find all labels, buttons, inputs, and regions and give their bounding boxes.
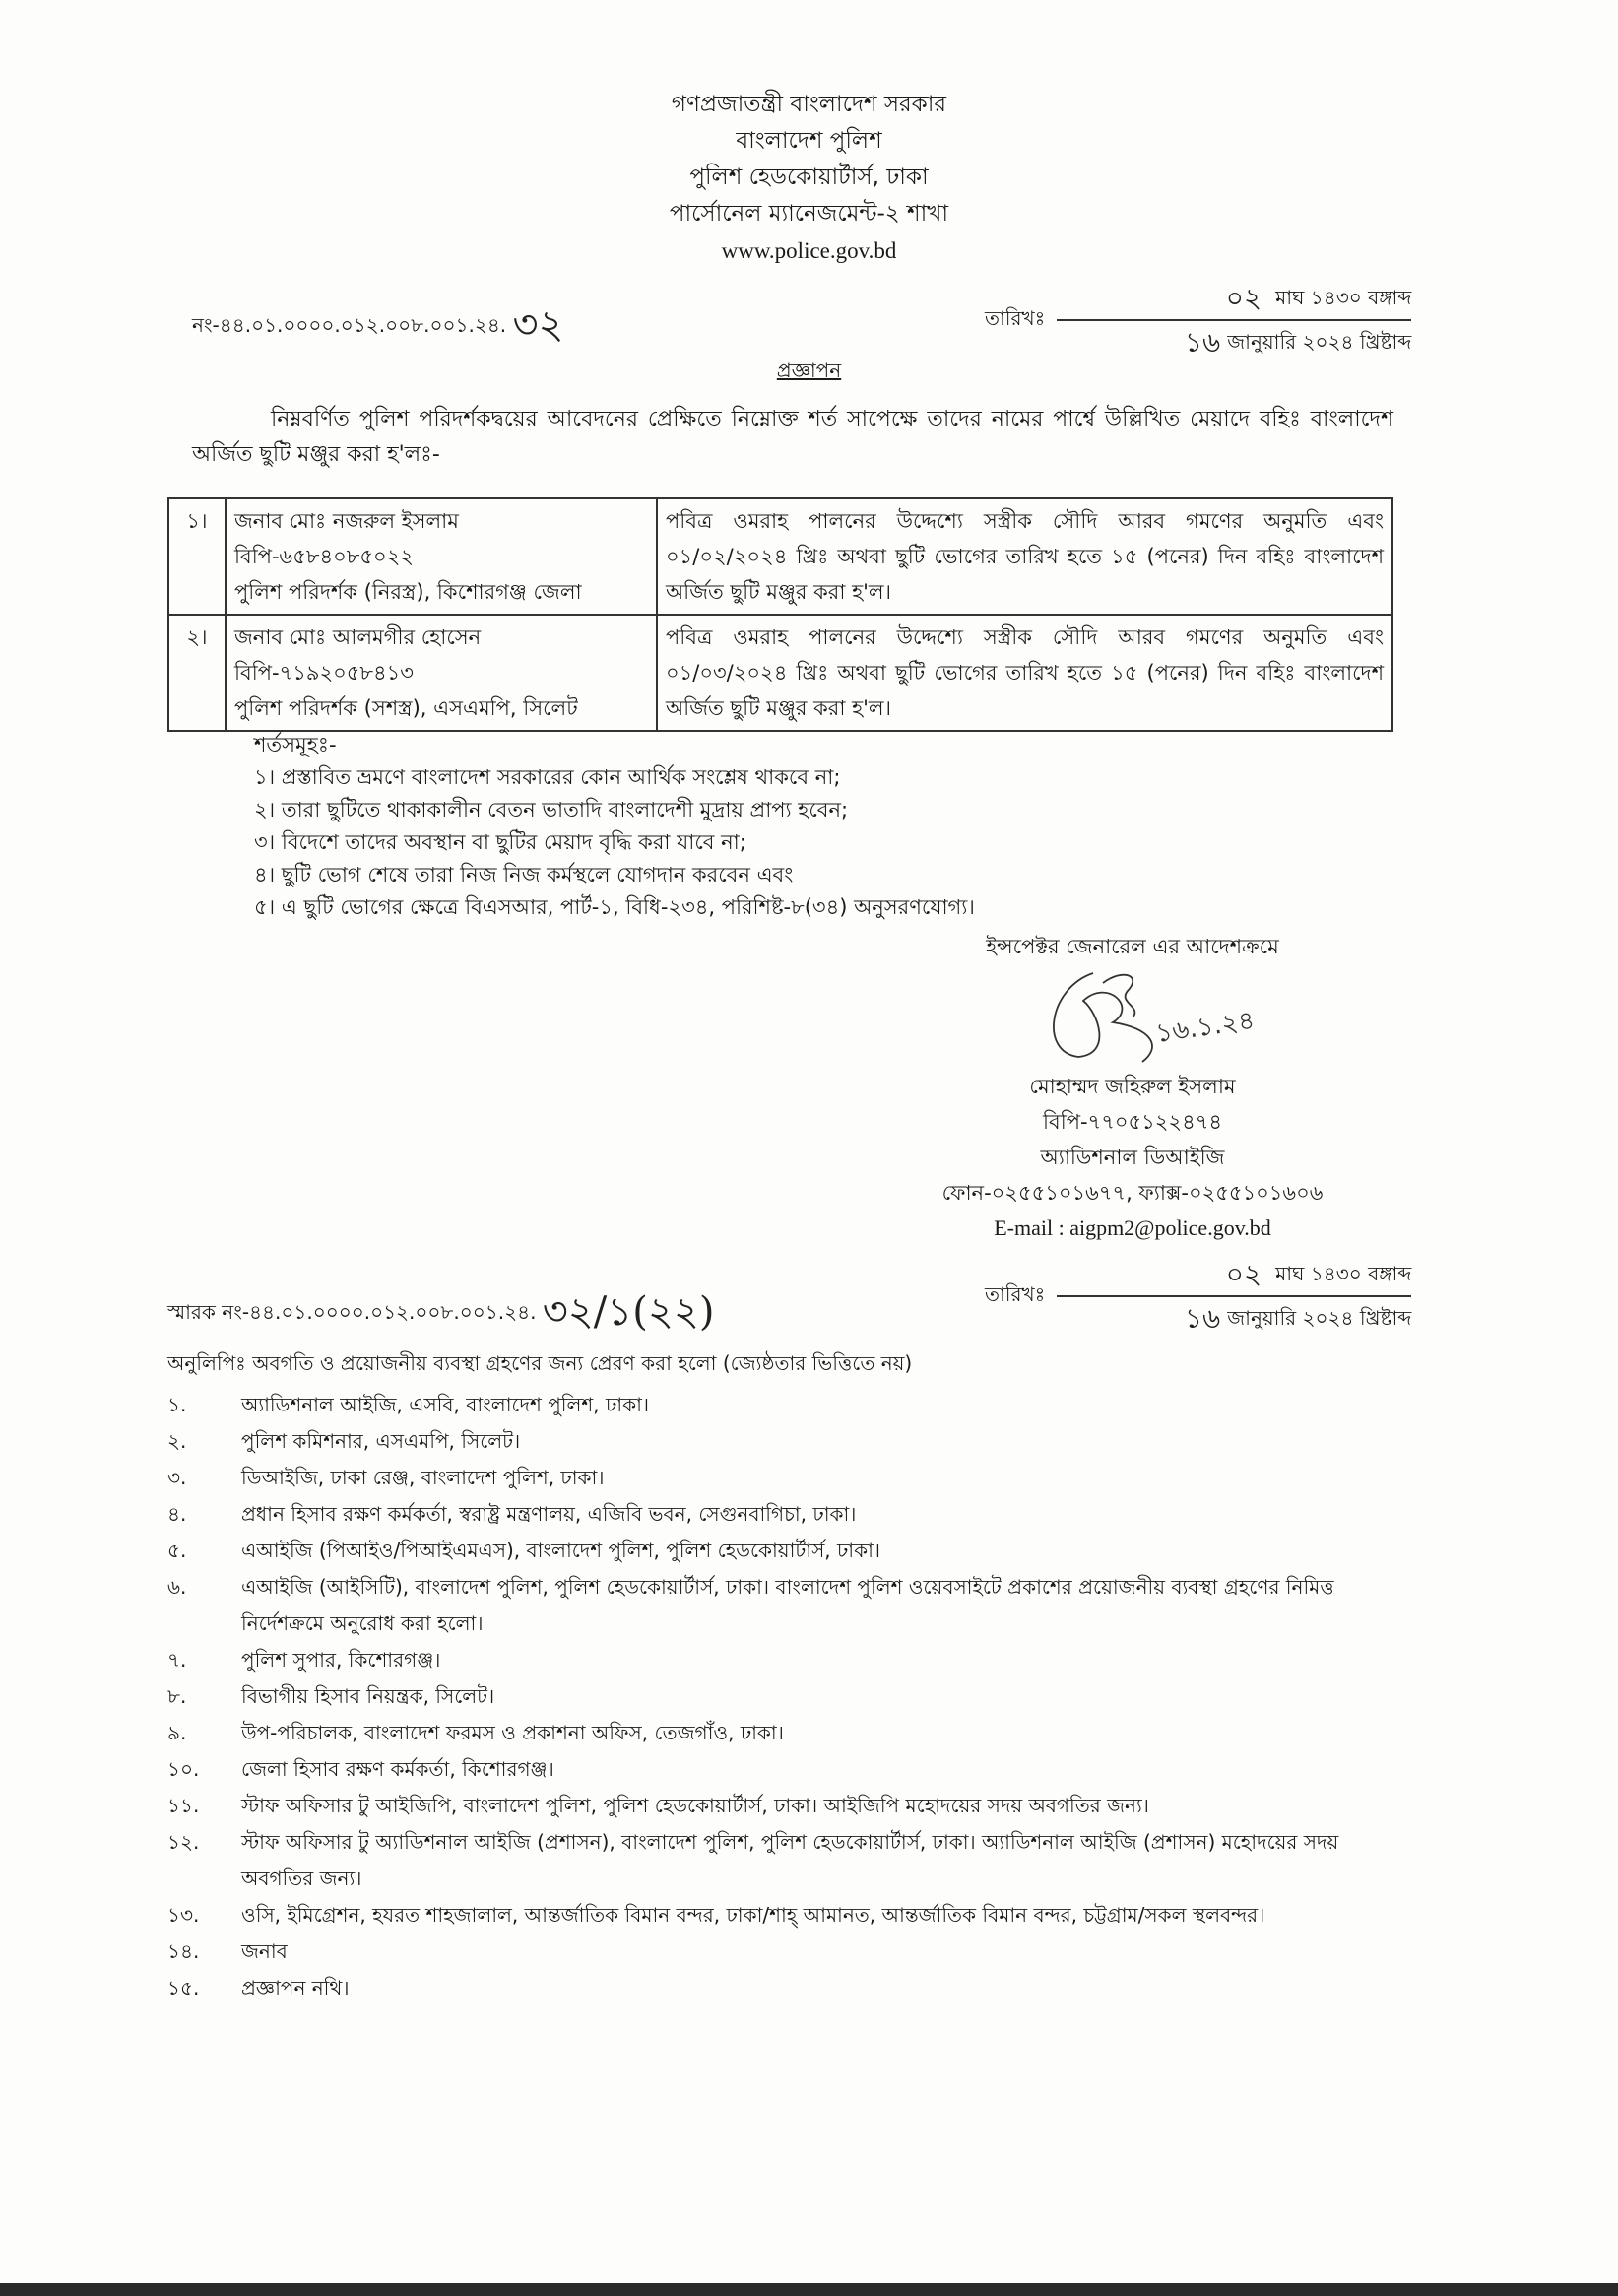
copy-number: ১২. bbox=[167, 1830, 200, 1854]
date-gregorian: জানুয়ারি ২০২৪ খ্রিষ্টাব্দ bbox=[1227, 330, 1412, 354]
copy-text: প্রধান হিসাব রক্ষণ কর্মকর্তা, স্বরাষ্ট্র মন্ত্রণালয়, এজিবি ভবন, সেগুনবাগিচা, ঢাকা। bbox=[241, 1502, 857, 1526]
order-line: ইন্সপেক্টর জেনারেল এর আদেশক্রমে bbox=[986, 935, 1279, 958]
date-day: ০২ bbox=[1225, 282, 1262, 314]
condition-item: ৫। এ ছুটি ভোগের ক্ষেত্রে বিএসআর, পার্ট-১, বিধি-২৩৪, পরিশিষ্ট-৮(৩৪) অনুসরণযোগ্য। bbox=[254, 895, 975, 919]
table-row bbox=[168, 615, 1392, 731]
officer-cell bbox=[226, 615, 657, 731]
letterhead-hq: পুলিশ হেডকোয়ার্টার্স, ঢাকা bbox=[689, 164, 929, 190]
date-divider bbox=[1057, 1295, 1411, 1297]
copies-list bbox=[167, 1387, 1408, 2006]
condition-item: ১। প্রস্তাবিত ভ্রমণে বাংলাদেশ সরকারের কোন আর্থিক সংশ্লেষ থাকবে না; bbox=[254, 765, 841, 789]
signatory-bp: বিপি-৭৭০৫১২২৪৭৪ bbox=[1043, 1110, 1222, 1134]
condition-item: ৩। বিদেশে তাদের অবস্থান বা ছুটির মেয়াদ বৃদ্ধি করা যাবে না; bbox=[254, 830, 746, 854]
copy-number: ৪. bbox=[167, 1502, 187, 1526]
copy-recipient bbox=[167, 1934, 1408, 1970]
condition-item: ৪। ছুটি ভোগ শেষে তারা নিজ নিজ কর্মস্থলে যোগদান করবেন এবং bbox=[254, 863, 794, 886]
row-serial: ১। bbox=[168, 498, 226, 615]
date-bangla: মাঘ ১৪৩০ বঙ্গাব্দ bbox=[1275, 1262, 1412, 1285]
officer-post: পুলিশ পরিদর্শক (নিরস্ত্র), কিশোরগঞ্জ জেলা bbox=[234, 580, 582, 604]
letterhead bbox=[0, 87, 1618, 269]
copy-recipient bbox=[167, 1715, 1408, 1751]
copy-number: ৬. bbox=[167, 1575, 187, 1599]
copy-text: ওসি, ইমিগ্রেশন, হযরত শাহজালাল, আন্তর্জাতিক বিমান বন্দর, ঢাকা/শাহ্ আমানত, আন্তর্জাতিক বিমান বন্দর, চট্টগ্রাম/সকল স্থলবন্দর। bbox=[241, 1903, 1265, 1927]
letterhead-branch: পার্সোনেল ম্যানেজমেন্ট-২ শাখা bbox=[669, 201, 949, 227]
copies-heading: অনুলিপিঃ অবগতি ও প্রয়োজনীয় ব্যবস্থা গ্রহণের জন্য প্রেরণ করা হলো (জ্যেষ্ঠতার ভিত্তিতে নয়) bbox=[167, 1351, 913, 1375]
leave-grant-table bbox=[167, 497, 1393, 732]
copy-text: পুলিশ কমিশনার, এসএমপি, সিলেট। bbox=[241, 1429, 521, 1453]
date-day: ০২ bbox=[1225, 1258, 1262, 1290]
intro-paragraph: নিম্নবর্ণিত পুলিশ পরিদর্শকদ্বয়ের আবেদনের প্রেক্ষিতে নিম্নোক্ত শর্ত সাপেক্ষে তাদের নামের পার্শ্বে উল্লিখিত মেয়াদে বহিঃ বাংলাদেশ অর্জিত ছুটি মঞ্জুর করা হ'লঃ- bbox=[192, 407, 1393, 467]
officer-bp: বিপি-৭১৯২০৫৮৪১৩ bbox=[234, 661, 414, 685]
copy-number: ১৩. bbox=[167, 1903, 200, 1927]
date-block-2 bbox=[985, 1257, 1411, 1336]
copy-text: জনাব bbox=[241, 1939, 288, 1963]
handwritten-ref: ৩২ bbox=[512, 302, 564, 348]
copy-text: বিভাগীয় হিসাব নিয়ন্ত্রক, সিলেট। bbox=[241, 1684, 495, 1708]
copy-text: ডিআইজি, ঢাকা রেঞ্জ, বাংলাদেশ পুলিশ, ঢাকা। bbox=[241, 1466, 605, 1489]
copy-recipient bbox=[167, 1387, 1408, 1423]
copy-recipient bbox=[167, 1642, 1408, 1678]
copy-number: ১১. bbox=[167, 1794, 200, 1817]
signatory-name: মোহাম্মদ জহিরুল ইসলাম bbox=[1029, 1075, 1236, 1098]
date-block bbox=[985, 281, 1411, 360]
copy-number: ৯. bbox=[167, 1721, 187, 1744]
handwritten-signature bbox=[1024, 963, 1339, 1066]
date-day-2: ১৬ bbox=[1184, 326, 1221, 359]
officer-bp: বিপি-৬৫৮৪০৮৫০২২ bbox=[234, 545, 414, 568]
date-label: তারিখঃ bbox=[985, 305, 1046, 330]
copy-recipient bbox=[167, 1678, 1408, 1715]
copy-number: ৭. bbox=[167, 1648, 187, 1672]
copy-recipient bbox=[167, 1460, 1408, 1496]
signatory-designation: অ্যাডিশনাল ডিআইজি bbox=[1040, 1146, 1225, 1169]
officer-post: পুলিশ পরিদর্শক (সশস্ত্র), এসএমপি, সিলেট bbox=[234, 696, 578, 720]
copy-number: ১৫. bbox=[167, 1976, 200, 2000]
document-title: প্রজ্ঞাপন bbox=[776, 359, 842, 382]
condition-item: ২। তারা ছুটিতে থাকাকালীন বেতন ভাতাদি বাংলাদেশী মুদ্রায় প্রাপ্য হবেন; bbox=[254, 798, 849, 821]
leave-detail: পবিত্র ওমরাহ পালনের উদ্দেশ্যে সস্ত্রীক সৌদি আরব গমণের অনুমতি এবং ০১/০৩/২০২৪ খ্রিঃ অথবা ছুটি ভোগের তারিখ হতে ১৫ (পনের) দিন বহিঃ বাংলাদেশ অর্জিত ছুটি মঞ্জুর করা হ'ল। bbox=[657, 615, 1392, 731]
copy-text: পুলিশ সুপার, কিশোরগঞ্জ। bbox=[241, 1648, 441, 1672]
copy-number: ১০. bbox=[167, 1757, 200, 1781]
officer-name: জনাব মোঃ নজরুল ইসলাম bbox=[234, 509, 459, 533]
officer-name: জনাব মোঃ আলমগীর হোসেন bbox=[234, 625, 482, 649]
copy-text: উপ-পরিচালক, বাংলাদেশ ফরমস ও প্রকাশনা অফিস, তেজগাঁও, ঢাকা। bbox=[241, 1721, 784, 1744]
date-bangla: মাঘ ১৪৩০ বঙ্গাব্দ bbox=[1275, 286, 1412, 309]
letterhead-police: বাংলাদেশ পুলিশ bbox=[736, 128, 882, 154]
copy-text: এআইজি (আইসিটি), বাংলাদেশ পুলিশ, পুলিশ হেডকোয়ার্টার্স, ঢাকা। বাংলাদেশ পুলিশ ওয়েবসাইটে প্রকাশের প্রয়োজনীয় ব্যবস্থা গ্রহণের নিমিত্ত নির্দেশক্রমে অনুরোধ করা হলো। bbox=[241, 1575, 1334, 1635]
handwritten-memo: ৩২/১(২২) bbox=[542, 1289, 715, 1335]
leave-detail: পবিত্র ওমরাহ পালনের উদ্দেশ্যে সস্ত্রীক সৌদি আরব গমণের অনুমতি এবং ০১/০২/২০২৪ খ্রিঃ অথবা ছুটি ভোগের তারিখ হতে ১৫ (পনের) দিন বহিঃ বাংলাদেশ অর্জিত ছুটি মঞ্জুর করা হ'ল। bbox=[657, 498, 1392, 615]
date-label: তারিখঃ bbox=[985, 1281, 1046, 1306]
copy-recipient bbox=[167, 1824, 1408, 1897]
signatory-phone-fax: ফোন-০২৫৫১০১৬৭৭, ফ্যাক্স-০২৫৫১০১৬০৬ bbox=[941, 1181, 1324, 1205]
date-day-2: ১৬ bbox=[1184, 1302, 1221, 1335]
date-divider bbox=[1057, 319, 1411, 321]
scan-edge bbox=[0, 2283, 1618, 2296]
copy-text: স্টাফ অফিসার টু অ্যাডিশনাল আইজি (প্রশাসন), বাংলাদেশ পুলিশ, পুলিশ হেডকোয়ার্টার্স, ঢাকা। অ্যাডিশনাল আইজি (প্রশাসন) মহোদয়ের সদয় অবগতির জন্য। bbox=[241, 1830, 1339, 1890]
signature-date: ১৬.১.২৪ bbox=[1153, 1006, 1257, 1049]
signatory-block bbox=[837, 1069, 1428, 1246]
reference-number: নং-৪৪.০১.০০০০.০১২.০০৮.০০১.২৪. ৩২ bbox=[192, 302, 564, 348]
letterhead-government: গণপ্রজাতন্ত্রী বাংলাদেশ সরকার bbox=[671, 92, 947, 117]
copy-text: জেলা হিসাব রক্ষণ কর্মকর্তা, কিশোরগঞ্জ। bbox=[241, 1757, 554, 1781]
letterhead-website: www.police.gov.bd bbox=[721, 238, 897, 263]
copy-recipient bbox=[167, 1533, 1408, 1569]
officer-cell bbox=[226, 498, 657, 615]
row-serial: ২। bbox=[168, 615, 226, 731]
copy-recipient bbox=[167, 1751, 1408, 1788]
table-row bbox=[168, 498, 1392, 615]
conditions-heading: শর্তসমূহঃ- bbox=[254, 733, 337, 756]
copy-number: ৮. bbox=[167, 1684, 187, 1708]
copy-text: স্টাফ অফিসার টু আইজিপি, বাংলাদেশ পুলিশ, পুলিশ হেডকোয়ার্টার্স, ঢাকা। আইজিপি মহোদয়ের সদয় অবগতির জন্য। bbox=[241, 1794, 1149, 1817]
memo-number: স্মারক নং-৪৪.০১.০০০০.০১২.০০৮.০০১.২৪. ৩২/১(২২) bbox=[167, 1289, 715, 1335]
copy-number: ১. bbox=[167, 1393, 187, 1416]
copy-text: প্রজ্ঞাপন নথি। bbox=[241, 1976, 350, 2000]
copy-recipient bbox=[167, 1788, 1408, 1824]
copy-recipient bbox=[167, 1569, 1408, 1642]
copy-number: ৫. bbox=[167, 1539, 187, 1562]
copy-text: এআইজি (পিআইও/পিআইএমএস), বাংলাদেশ পুলিশ, পুলিশ হেডকোয়ার্টার্স, ঢাকা। bbox=[241, 1539, 881, 1562]
copy-recipient bbox=[167, 1423, 1408, 1460]
copy-number: ৩. bbox=[167, 1466, 187, 1489]
copy-text: অ্যাডিশনাল আইজি, এসবি, বাংলাদেশ পুলিশ, ঢাকা। bbox=[241, 1393, 650, 1416]
conditions bbox=[254, 729, 975, 924]
copy-recipient bbox=[167, 1897, 1408, 1934]
signatory-email: E-mail : aigpm2@police.gov.bd bbox=[994, 1215, 1271, 1240]
date-gregorian: জানুয়ারি ২০২৪ খ্রিষ্টাব্দ bbox=[1227, 1306, 1412, 1330]
copy-recipient bbox=[167, 1970, 1408, 2006]
copy-number: ১৪. bbox=[167, 1939, 200, 1963]
copy-recipient bbox=[167, 1496, 1408, 1533]
copy-number: ২. bbox=[167, 1429, 187, 1453]
